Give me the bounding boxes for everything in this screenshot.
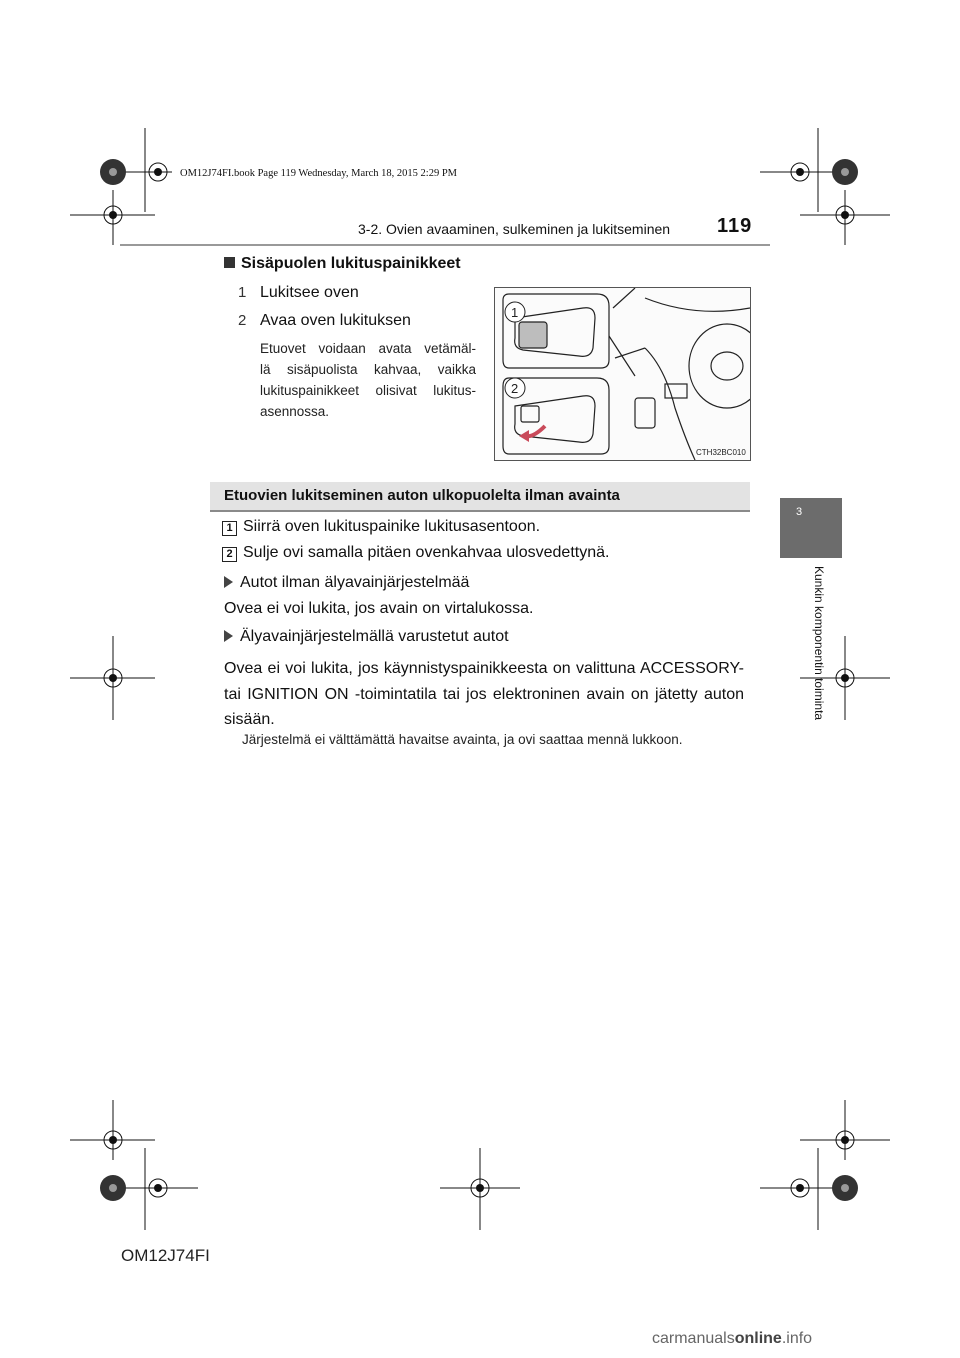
footer-code: OM12J74FI [121, 1246, 210, 1265]
figure-code: CTH32BC010 [696, 448, 746, 457]
step-text: Siirrä oven lukituspainike lukitusasentoon. [243, 518, 541, 535]
section-title: 3-2. Ovien avaaminen, sulkeminen ja lukitseminen [358, 221, 671, 237]
subsection-heading [224, 255, 461, 273]
watermark-part: .info [781, 1330, 813, 1347]
outside-lock-note: Järjestelmä ei välttämättä havaitse avainta, ja ovi saattaa mennä lukkoon. [242, 732, 683, 747]
item-text: Avaa oven lukituksen [260, 312, 411, 329]
starburst-mark-icon [832, 159, 858, 185]
watermark-part: carmanuals [652, 1330, 735, 1347]
case2-title: Älyavainjärjestelmällä varustetut autot [240, 628, 509, 645]
step-number: 2 [222, 547, 237, 562]
book-info: OM12J74FI.book Page 119 Wednesday, March 18, 2015 2:29 PM [180, 168, 457, 179]
door-lock-illustration [494, 287, 751, 461]
header-rule [120, 244, 770, 246]
triangle-bullet-icon [224, 630, 233, 642]
chapter-title: Kunkin komponentin toiminta [812, 566, 826, 721]
square-bullet-icon [224, 257, 235, 268]
chapter-tab [780, 498, 842, 558]
callout-2: 2 [511, 381, 519, 396]
step-number: 1 [222, 521, 237, 536]
chapter-number: 3 [796, 506, 803, 518]
step-text: Sulje ovi samalla pitäen ovenkahvaa ulosvedettynä. [243, 544, 610, 561]
note-line: asennossa. [260, 404, 330, 419]
item-number: 1 [238, 284, 247, 301]
note-line: lä sisäpuolista kahvaa, vaikka [260, 362, 476, 377]
triangle-bullet-icon [224, 576, 233, 588]
case1-title: Autot ilman älyavainjärjestelmää [240, 574, 470, 591]
subsection-heading-text: Sisäpuolen lukituspainikkeet [241, 255, 461, 272]
item-number: 2 [238, 312, 247, 329]
starburst-mark-icon [832, 1175, 858, 1201]
case2-heading [224, 628, 509, 646]
case1-text: Ovea ei voi lukita, jos avain on virtalukossa. [224, 600, 534, 617]
item-text: Lukitsee oven [260, 284, 359, 301]
callout-1: 1 [511, 305, 519, 320]
starburst-mark-icon [100, 1175, 126, 1201]
watermark [652, 1330, 812, 1348]
note-line: lukituspainikkeet olisivat lukitus- [260, 383, 476, 398]
starburst-mark-icon [100, 159, 126, 185]
crosshair-mark-icon [70, 1100, 155, 1160]
crosshair-mark-icon [118, 128, 172, 212]
case2-text: Ovea ei voi lukita, jos käynnistyspainikkeesta on valittuna ACCESSORY- tai IGNITION ON -toimintatila tai jos elektroninen avain on jätetty auton sisään. [224, 660, 744, 728]
watermark-part: online [734, 1330, 782, 1347]
note-line: Etuovet voidaan avata vetämäl- [260, 341, 476, 356]
page-number: 119 [717, 215, 753, 237]
section-banner-title: Etuovien lukitseminen auton ulkopuolelta ilman avainta [224, 487, 620, 504]
crosshair-mark-icon [800, 1100, 890, 1160]
inside-lock-note [260, 338, 476, 422]
case1-heading [224, 574, 469, 592]
